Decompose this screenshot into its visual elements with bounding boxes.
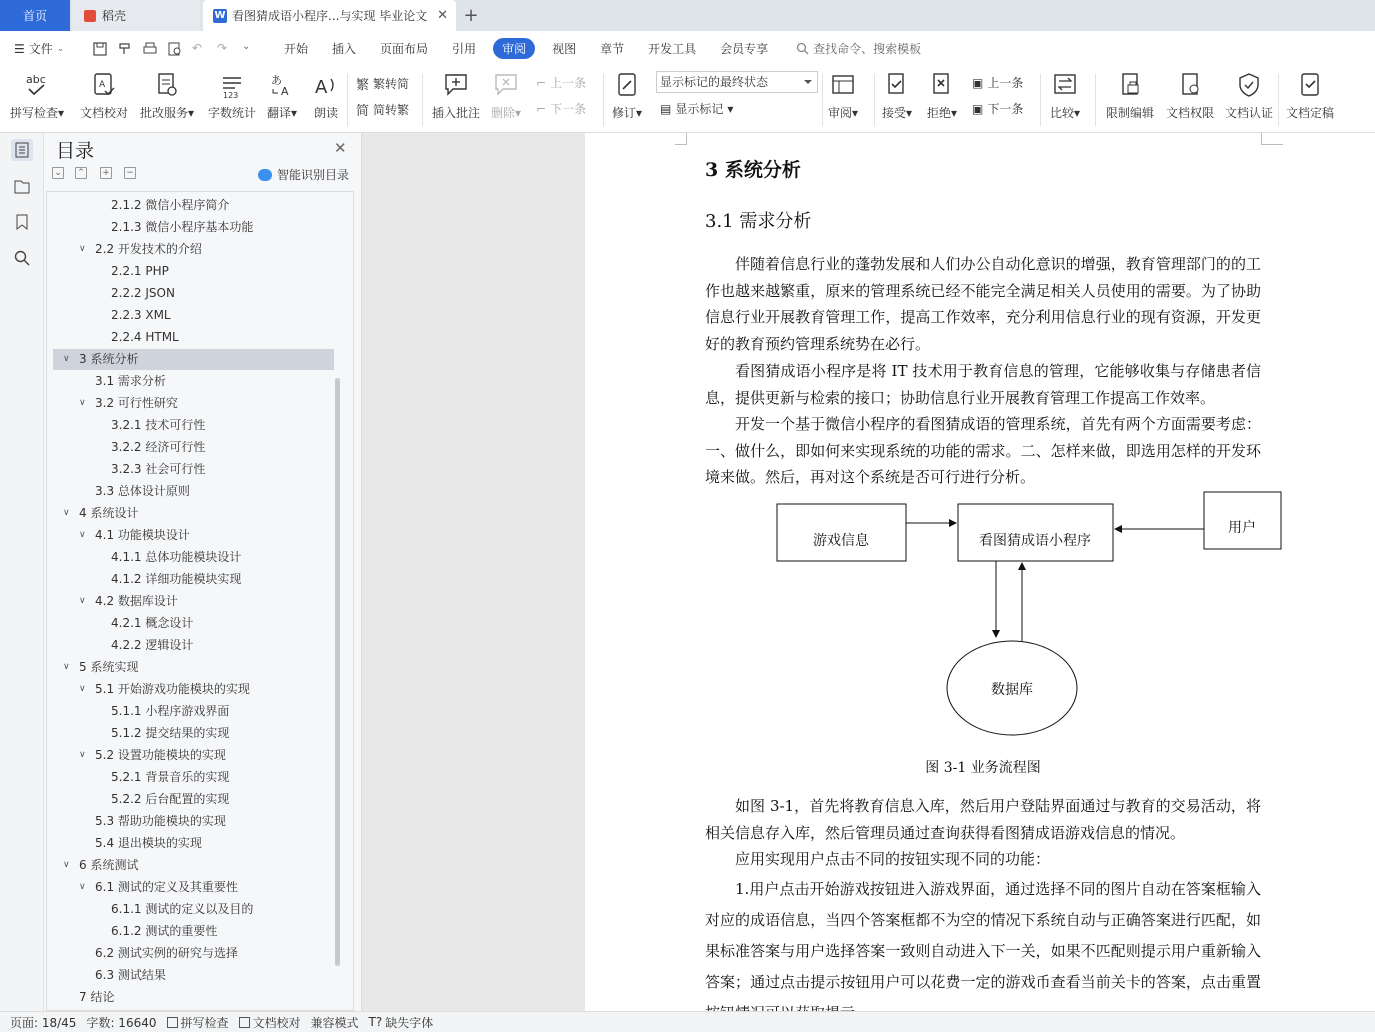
compare-label: 比较 bbox=[1050, 106, 1075, 120]
menu-view[interactable]: 视图 bbox=[552, 42, 577, 56]
toc-item[interactable] bbox=[53, 459, 334, 480]
reject-label: 拒绝 bbox=[927, 106, 952, 120]
restrict-editing-label: 限制编辑 bbox=[1106, 106, 1155, 120]
readaloud-icon bbox=[312, 70, 340, 100]
toc-item[interactable] bbox=[53, 525, 334, 546]
toc-item[interactable] bbox=[53, 855, 334, 876]
toc-item[interactable] bbox=[53, 349, 334, 370]
close-icon[interactable]: ✕ bbox=[334, 139, 347, 157]
hamburger-icon: ☰ bbox=[14, 41, 25, 56]
toc-item[interactable] bbox=[53, 503, 334, 524]
prev-change-button[interactable] bbox=[972, 74, 1023, 91]
ribbon-divider bbox=[822, 74, 823, 126]
proofread-status-label: 文档校对 bbox=[252, 1015, 301, 1030]
toc-item-label: 4.1.2 详细功能模块实现 bbox=[111, 572, 242, 586]
toc-item-label: 4.2.2 逻辑设计 bbox=[111, 638, 194, 652]
chapter-nav-icon[interactable] bbox=[11, 175, 33, 197]
toc-item-label: 3 系统分析 bbox=[79, 352, 139, 366]
toc-item-label: 3.3 总体设计原则 bbox=[95, 484, 190, 498]
tab-daoke[interactable] bbox=[72, 0, 200, 31]
annotate-service-button[interactable]: 批改服务▾ bbox=[140, 70, 194, 121]
toc-item[interactable] bbox=[53, 261, 334, 282]
margin-mark bbox=[1261, 133, 1283, 145]
status-bar bbox=[0, 1011, 1375, 1032]
chevron-down-icon[interactable]: ∨ bbox=[79, 398, 86, 408]
lock-icon bbox=[1116, 70, 1144, 100]
smart-toc-button[interactable] bbox=[258, 166, 349, 183]
canvas-background bbox=[362, 133, 585, 1011]
undo-icon[interactable]: ↶ bbox=[192, 40, 203, 55]
toc-item[interactable] bbox=[53, 877, 334, 898]
toc-item[interactable] bbox=[53, 899, 334, 920]
insert-comment-button[interactable] bbox=[432, 70, 480, 121]
spellcheck-label: 拼写检查 bbox=[10, 106, 59, 120]
writer-doc-icon: W bbox=[214, 10, 226, 21]
customize-icon[interactable]: ⌄ bbox=[242, 40, 251, 52]
toc-item[interactable] bbox=[53, 921, 334, 942]
toc-item-label: 2.2.1 PHP bbox=[111, 264, 169, 278]
paragraph: 看图猜成语小程序是将 IT 技术用于教育信息的管理，它能够收集与存储患者信息，提供更新与检索的接口；协助信息行业开展教育管理工作提高工作效率。 bbox=[705, 362, 1261, 407]
margin-mark bbox=[675, 133, 687, 145]
toc-item-label: 4.2 数据库设计 bbox=[95, 594, 178, 608]
toc-item-label: 5.2.1 背景音乐的实现 bbox=[111, 770, 230, 784]
toc-item[interactable] bbox=[53, 811, 334, 832]
toc-item[interactable] bbox=[53, 305, 334, 326]
show-markup-label: 显示标记 bbox=[675, 102, 724, 116]
menu-page-layout[interactable]: 页面布局 bbox=[380, 42, 429, 56]
toc-item-label: 3.1 需求分析 bbox=[95, 374, 166, 388]
toc-item[interactable] bbox=[53, 789, 334, 810]
reject-button[interactable]: 拒绝▾ bbox=[927, 70, 957, 121]
translate-label: 翻译 bbox=[267, 106, 292, 120]
toc-title: 目录 bbox=[56, 140, 95, 162]
translate-button[interactable]: あ A 翻译▾ bbox=[267, 70, 297, 121]
toc-item[interactable] bbox=[53, 283, 334, 304]
remove-item-icon[interactable]: − bbox=[124, 167, 136, 179]
toc-item[interactable] bbox=[53, 569, 334, 590]
toc-item-label: 3.2.2 经济可行性 bbox=[111, 440, 206, 454]
toc-item-label: 2.1.2 微信小程序简介 bbox=[111, 198, 230, 212]
toc-item[interactable] bbox=[53, 415, 334, 436]
prev-change-label: 上一条 bbox=[987, 76, 1024, 90]
toc-item-label: 5 系统实现 bbox=[79, 660, 139, 674]
font-warning-icon: T? bbox=[368, 1015, 383, 1029]
command-search-placeholder: 查找命令、搜索模板 bbox=[813, 42, 922, 56]
quick-access-toolbar bbox=[92, 41, 258, 57]
next-change-icon: ▣ bbox=[972, 101, 984, 116]
menu-references[interactable]: 引用 bbox=[452, 42, 477, 56]
toc-item[interactable] bbox=[53, 723, 334, 744]
paragraph: 应用实现用户点击不同的按钮实现不同的功能： bbox=[735, 850, 1051, 868]
delete-comment-button[interactable]: 删除▾ bbox=[491, 70, 521, 121]
chevron-down-icon[interactable]: ∨ bbox=[63, 662, 70, 672]
chevron-down-icon[interactable]: ∨ bbox=[63, 354, 70, 364]
spellcheck-status[interactable] bbox=[167, 1014, 229, 1031]
toc-item[interactable] bbox=[53, 195, 334, 216]
spellcheck-status-label: 拼写检查 bbox=[180, 1015, 229, 1030]
ribbon-divider bbox=[347, 74, 348, 126]
doc-cert-button[interactable] bbox=[1225, 70, 1273, 121]
simp-to-trad-button[interactable] bbox=[356, 100, 409, 119]
chevron-down-icon[interactable]: ∨ bbox=[79, 684, 86, 694]
compare-button[interactable]: 比较▾ bbox=[1050, 70, 1080, 121]
toc-item[interactable] bbox=[53, 767, 334, 788]
revise-label: 修订 bbox=[612, 106, 637, 120]
document-page[interactable] bbox=[585, 133, 1375, 1011]
new-tab-button[interactable]: + bbox=[463, 5, 479, 26]
command-search[interactable] bbox=[796, 40, 921, 57]
toc-item-label: 5.2.2 后台配置的实现 bbox=[111, 792, 230, 806]
database-label: 数据库 bbox=[991, 682, 1033, 698]
tab-bar bbox=[0, 0, 1375, 31]
shield-icon bbox=[1235, 70, 1263, 100]
paragraph: 开发一个基于微信小程序的看图猜成语的管理系统，首先有两个方面需要考虑：一、做什么，即如何来实现系统的功能的需求。二、怎样来做，即选用怎样的开发环境来做。然后，再对这个系统是否可行进行分析。 bbox=[705, 415, 1261, 486]
chevron-down-icon[interactable]: ∨ bbox=[79, 882, 86, 892]
print-icon[interactable] bbox=[142, 41, 158, 57]
paragraph: 伴随着信息行业的蓬勃发展和人们办公自动化意识的增强，教育管理部门的的工作也越来越繁重，原来的管理系统已经不能完全满足相关人员使用的需要。为了协助信息行业开展教育管理工作，提高工作效率，充分利用信息行业的现有资源，开发更好的教育预约管理系统势在必行。 bbox=[705, 255, 1261, 353]
toc-item[interactable] bbox=[53, 217, 334, 238]
revise-icon bbox=[613, 70, 641, 100]
toc-item-label: 2.2.2 JSON bbox=[111, 286, 175, 300]
toc-item[interactable] bbox=[53, 371, 334, 392]
file-menu[interactable] bbox=[0, 40, 84, 57]
insert-comment-label: 插入批注 bbox=[432, 106, 481, 120]
toc-item-label: 2.2 开发技术的介绍 bbox=[95, 242, 202, 256]
menu-member[interactable]: 会员专享 bbox=[720, 42, 769, 56]
delete-comment-label: 删除 bbox=[491, 106, 516, 120]
toc-item[interactable] bbox=[53, 965, 334, 986]
toc-nav-icon[interactable] bbox=[11, 139, 33, 161]
revise-button[interactable]: 修订▾ bbox=[612, 70, 642, 121]
toc-item-label: 2.1.3 微信小程序基本功能 bbox=[111, 220, 254, 234]
section-heading: 3.1 需求分析 bbox=[705, 211, 812, 232]
save-icon[interactable] bbox=[92, 41, 108, 57]
restrict-editing-button[interactable] bbox=[1106, 70, 1154, 121]
next-change-button[interactable] bbox=[972, 100, 1023, 117]
doc-permission-label: 文档权限 bbox=[1166, 106, 1215, 120]
ribbon-divider bbox=[1278, 74, 1279, 126]
redo-icon[interactable]: ↷ bbox=[217, 40, 228, 55]
format-painter-icon[interactable] bbox=[117, 41, 133, 57]
ribbon-divider bbox=[603, 74, 604, 126]
toc-item[interactable] bbox=[53, 481, 334, 502]
checkbox-icon bbox=[239, 1017, 250, 1028]
compare-icon bbox=[1051, 70, 1079, 100]
toc-item-label: 4.1.1 总体功能模块设计 bbox=[111, 550, 242, 564]
insert-comment-icon bbox=[442, 70, 470, 100]
review-pane-button[interactable]: 审阅▾ bbox=[828, 70, 858, 121]
toc-item-label: 5.1.1 小程序游戏界面 bbox=[111, 704, 230, 718]
annotate-service-icon bbox=[153, 70, 181, 100]
user-label: 用户 bbox=[1228, 520, 1256, 536]
app-label: 看图猜成语小程序 bbox=[979, 533, 1091, 549]
next-change-label: 下一条 bbox=[987, 102, 1024, 116]
print-preview-icon[interactable] bbox=[167, 41, 183, 57]
toc-scrollbar[interactable] bbox=[335, 378, 340, 966]
svg-text:abc: abc bbox=[26, 73, 46, 86]
svg-text:あ: あ bbox=[271, 74, 283, 87]
readaloud-button[interactable] bbox=[312, 70, 340, 121]
toc-item[interactable] bbox=[53, 613, 334, 634]
checkbox-icon bbox=[167, 1017, 178, 1028]
show-markup-button[interactable]: ▤ 显示标记 ▾ bbox=[660, 101, 734, 116]
paragraph: 1.用户点击开始游戏按钮进入游戏界面，通过选择不同的图片自动在答案框输入对应的成语信息，当四个答案框都不为空的情况下系统自动与正确答案进行匹配，如果标准答案与用户选择答案一致则自动进入下一关，如果不匹配则提示用户重新输入答案；通过点击提示按钮用户可以花费一定的游戏币查看当前关卡的答案，点击重置 bbox=[705, 880, 1261, 991]
translate-icon bbox=[268, 70, 296, 100]
review-pane-label: 审阅 bbox=[828, 106, 853, 120]
toc-item-label: 7 结论 bbox=[79, 990, 115, 1004]
paragraph: 如图 3-1，首先将教育信息入库，然后用户登陆界面通过与教育的交易活动，将相关信息存入库，然后管理员通过查询获得看图猜成语游戏信息的情况。 bbox=[705, 797, 1261, 842]
toc-item-label: 3.2 可行性研究 bbox=[95, 396, 178, 410]
chevron-down-icon[interactable]: ∨ bbox=[79, 596, 86, 606]
expand-up-icon[interactable]: ⌃ bbox=[75, 167, 87, 179]
doc-final-icon bbox=[1296, 70, 1324, 100]
toc-panel bbox=[44, 133, 362, 1011]
next-comment-icon: ⌐ bbox=[536, 101, 547, 116]
toc-item-label: 6 系统测试 bbox=[79, 858, 139, 872]
smart-toc-label: 智能识别目录 bbox=[277, 168, 350, 182]
toc-item-label: 5.1.2 提交结果的实现 bbox=[111, 726, 230, 740]
prev-comment-button[interactable] bbox=[536, 74, 586, 91]
proofread-icon bbox=[90, 70, 118, 100]
toc-item[interactable] bbox=[53, 679, 334, 700]
toc-item-label: 6.1.2 测试的重要性 bbox=[111, 924, 218, 938]
toc-item-label: 3.2.1 技术可行性 bbox=[111, 418, 206, 432]
add-item-icon[interactable]: + bbox=[100, 167, 112, 179]
doc-final-button[interactable] bbox=[1286, 70, 1334, 121]
chevron-down-icon[interactable]: ∨ bbox=[79, 244, 86, 254]
toc-item[interactable] bbox=[53, 591, 334, 612]
nav-rail bbox=[0, 133, 44, 1011]
tab-document-label: 看图猜成语小程序...与实现 毕业论文 bbox=[232, 9, 428, 23]
chapter-heading: 3 系统分析 bbox=[705, 159, 801, 181]
next-comment-label: 下一条 bbox=[550, 102, 587, 116]
toc-item[interactable] bbox=[53, 547, 334, 568]
tab-daoke-label: 稻壳 bbox=[102, 9, 127, 23]
toc-item-label: 3.2.3 社会可行性 bbox=[111, 462, 206, 476]
toc-item-label: 6.3 测试结果 bbox=[95, 968, 166, 982]
toc-item[interactable] bbox=[53, 635, 334, 656]
ribbon-divider bbox=[422, 74, 423, 126]
file-menu-label: 文件 bbox=[28, 42, 53, 56]
prev-comment-label: 上一条 bbox=[550, 76, 587, 90]
svg-text:A: A bbox=[281, 85, 289, 98]
accept-icon bbox=[883, 70, 911, 100]
search-icon[interactable] bbox=[11, 247, 33, 269]
proofread-status[interactable] bbox=[239, 1014, 301, 1031]
trad-to-simp-button[interactable] bbox=[356, 74, 409, 93]
markup-mode-value: 显示标记的最终状态 bbox=[660, 75, 769, 89]
ribbon-divider bbox=[1040, 74, 1041, 126]
page-indicator[interactable]: 页面: 18/45 bbox=[10, 1015, 77, 1030]
chevron-down-icon: ⌄ bbox=[56, 43, 65, 54]
doc-permission-button[interactable] bbox=[1166, 70, 1214, 121]
proofread-label: 文档校对 bbox=[80, 106, 129, 120]
toc-item[interactable] bbox=[53, 327, 334, 348]
chevron-down-icon[interactable]: ∨ bbox=[63, 860, 70, 870]
toc-item[interactable] bbox=[53, 393, 334, 414]
trad-to-simp-label: 繁转简 bbox=[373, 77, 410, 91]
readaloud-label: 朗读 bbox=[313, 106, 338, 120]
menu-start[interactable]: 开始 bbox=[284, 42, 309, 56]
annotate-service-label: 批改服务 bbox=[140, 106, 189, 120]
ai-icon bbox=[258, 169, 272, 181]
wordcount-icon bbox=[218, 70, 246, 100]
toc-item-label: 5.2 设置功能模块的实现 bbox=[95, 748, 226, 762]
toc-item-label: 4.1 功能模块设计 bbox=[95, 528, 190, 542]
toc-item[interactable] bbox=[53, 657, 334, 678]
toc-item-label: 6.1 测试的定义及其重要性 bbox=[95, 880, 238, 894]
wordcount-button[interactable] bbox=[208, 70, 256, 121]
toc-item[interactable] bbox=[53, 833, 334, 854]
menu-bar bbox=[0, 31, 1375, 66]
toc-item-label: 6.2 测试实例的研究与选择 bbox=[95, 946, 238, 960]
business-flow-diagram bbox=[775, 488, 1285, 736]
review-pane-icon bbox=[829, 70, 857, 100]
toc-item-label: 2.2.4 HTML bbox=[111, 330, 179, 344]
accept-label: 接受 bbox=[882, 106, 907, 120]
toc-item[interactable] bbox=[53, 701, 334, 722]
chevron-down-icon[interactable]: ∨ bbox=[79, 750, 86, 760]
toc-item-label: 4 系统设计 bbox=[79, 506, 139, 520]
chevron-down-icon[interactable]: ∨ bbox=[63, 508, 70, 518]
search-icon bbox=[796, 42, 809, 55]
svg-text:A: A bbox=[99, 80, 106, 90]
show-markup-icon: ▤ bbox=[660, 101, 672, 116]
tab-home[interactable] bbox=[0, 0, 70, 31]
tab-document[interactable] bbox=[203, 0, 456, 31]
toc-item[interactable] bbox=[53, 745, 334, 766]
toc-item-label: 2.2.3 XML bbox=[111, 308, 171, 322]
svg-text:A: A bbox=[315, 77, 328, 98]
markup-mode-select[interactable] bbox=[656, 71, 818, 93]
toc-list bbox=[46, 191, 354, 1011]
ribbon-divider bbox=[874, 74, 875, 126]
toc-item[interactable] bbox=[53, 987, 334, 1008]
svg-text:123: 123 bbox=[223, 91, 239, 100]
menu-developer[interactable]: 开发工具 bbox=[648, 42, 697, 56]
wordcount-label: 字数统计 bbox=[208, 106, 257, 120]
toc-item[interactable] bbox=[53, 239, 334, 260]
toc-item-label: 5.4 退出模块的实现 bbox=[95, 836, 202, 850]
delete-comment-icon bbox=[492, 70, 520, 100]
doc-final-label: 文档定稿 bbox=[1286, 106, 1335, 120]
simp-trad-icon: 简 bbox=[356, 104, 370, 119]
toc-item[interactable] bbox=[53, 437, 334, 458]
doc-cert-label: 文档认证 bbox=[1225, 106, 1274, 120]
toc-item-label: 4.2.1 概念设计 bbox=[111, 616, 194, 630]
menu-review[interactable]: 审阅 bbox=[493, 38, 535, 59]
tab-home-label: 首页 bbox=[22, 9, 47, 23]
prev-comment-icon: ⌐ bbox=[536, 75, 547, 90]
reject-icon bbox=[928, 70, 956, 100]
toc-item[interactable] bbox=[53, 943, 334, 964]
toc-item-label: 5.1 开始游戏功能模块的实现 bbox=[95, 682, 250, 696]
ribbon-divider bbox=[1095, 74, 1096, 126]
game-info-label: 游戏信息 bbox=[813, 533, 869, 549]
toc-item-label: 5.3 帮助功能模块的实现 bbox=[95, 814, 226, 828]
daoke-icon bbox=[84, 10, 96, 22]
close-icon[interactable]: ✕ bbox=[437, 8, 448, 23]
collapse-all-icon[interactable]: ⌄ bbox=[52, 167, 64, 179]
missing-font-label: 缺失字体 bbox=[385, 1015, 434, 1030]
missing-font-status[interactable] bbox=[369, 1014, 434, 1031]
doc-permission-icon bbox=[1176, 70, 1204, 100]
bookmark-icon[interactable] bbox=[11, 211, 33, 233]
simp-to-trad-label: 简转繁 bbox=[373, 103, 410, 117]
compat-mode: 兼容模式 bbox=[310, 1015, 359, 1030]
spellcheck-button[interactable]: abc 拼写检查▾ bbox=[10, 70, 64, 121]
next-comment-button[interactable] bbox=[536, 100, 586, 117]
menu-chapter[interactable]: 章节 bbox=[600, 42, 625, 56]
chevron-down-icon[interactable]: ∨ bbox=[79, 530, 86, 540]
accept-button[interactable]: 接受▾ bbox=[882, 70, 912, 121]
figure-caption: 图 3-1 业务流程图 bbox=[925, 760, 1041, 776]
toc-item-label: 6.1.1 测试的定义以及目的 bbox=[111, 902, 254, 916]
trad-simp-icon: 繁 bbox=[356, 78, 370, 93]
prev-change-icon: ▣ bbox=[972, 75, 984, 90]
spellcheck-icon bbox=[23, 70, 51, 100]
proofread-button[interactable] bbox=[80, 70, 128, 121]
word-count[interactable]: 字数: 16640 bbox=[86, 1015, 157, 1030]
menu-insert[interactable]: 插入 bbox=[332, 42, 357, 56]
